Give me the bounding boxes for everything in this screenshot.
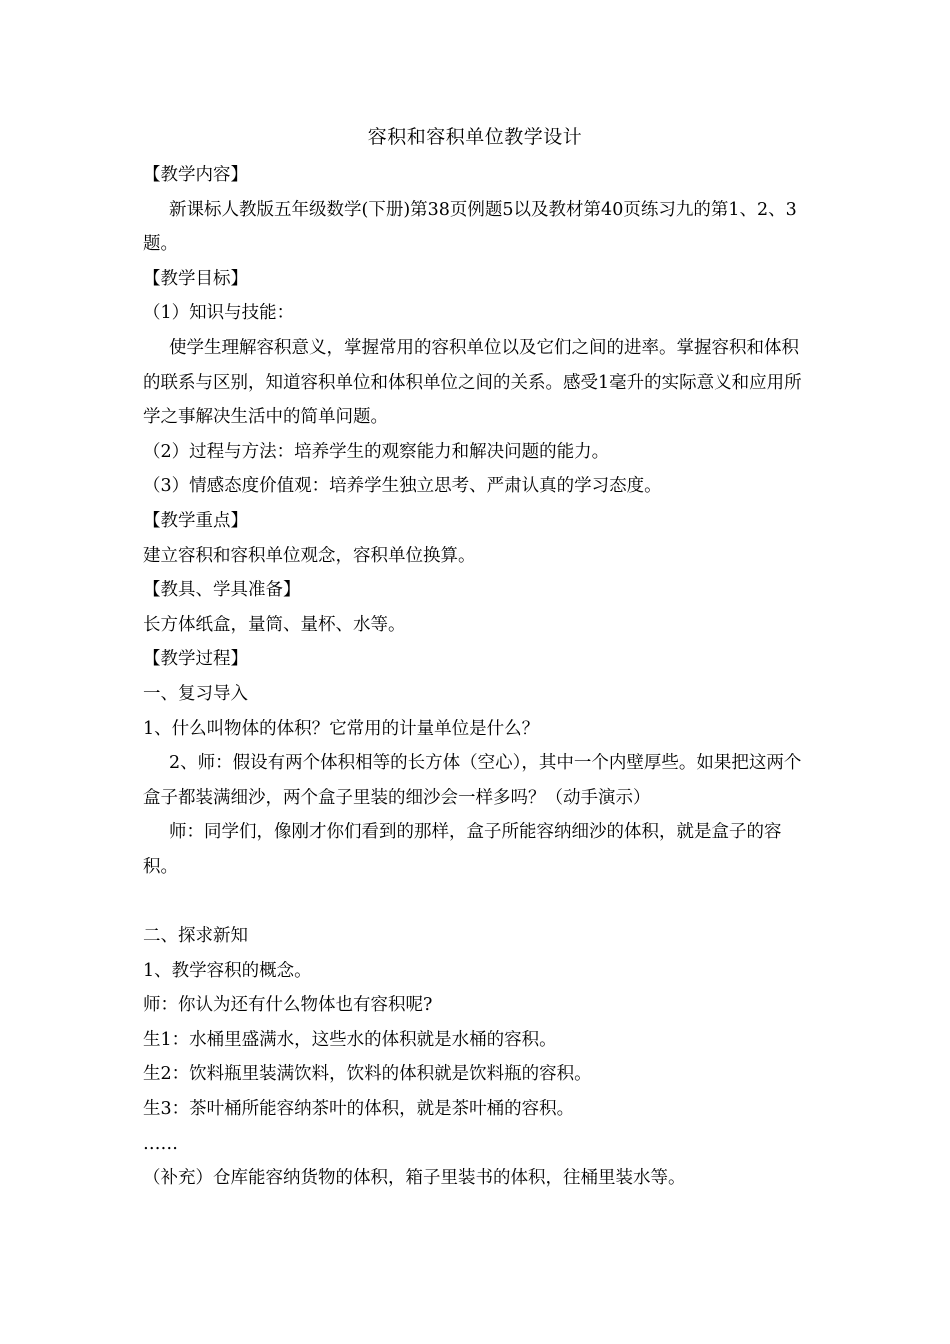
student-2: 生2：饮料瓶里装满饮料，饮料的体积就是饮料瓶的容积。 bbox=[143, 1064, 592, 1085]
review-teacher: 师：同学们，像刚才你们看到的那样，盒子所能容纳细沙的体积，就是盒子的容积。 bbox=[143, 822, 782, 877]
section-heading-tools: 【教具、学具准备】 bbox=[143, 580, 301, 601]
goal-2: （2）过程与方法：培养学生的观察能力和解决问题的能力。 bbox=[143, 441, 610, 462]
document-title: 容积和容积单位教学设计 bbox=[367, 126, 583, 148]
explore-item-1: 1、教学容积的概念。 bbox=[143, 960, 312, 981]
tools-text: 长方体纸盒，量筒、量杯、水等。 bbox=[143, 614, 406, 635]
explore-heading: 二、探求新知 bbox=[143, 926, 248, 947]
goal-1-label: （1）知识与技能： bbox=[143, 303, 295, 324]
student-1: 生1：水桶里盛满水，这些水的体积就是水桶的容积。 bbox=[143, 1029, 557, 1050]
supplement: （补充）仓库能容纳货物的体积，箱子里装书的体积，往桶里装水等。 bbox=[143, 1168, 686, 1189]
review-question-1: 1、什么叫物体的体积？它常用的计量单位是什么？ bbox=[143, 718, 540, 739]
section-heading-goals: 【教学目标】 bbox=[143, 268, 248, 289]
goal-1-text: 使学生理解容积意义，掌握常用的容积单位以及它们之间的进率。掌握容积和体积的联系与区别，知道容积单位和体积单位之间的关系。感受1毫升的实际意义和应用所学之事解决生活中的简单问题。 bbox=[143, 337, 802, 428]
blank-line bbox=[143, 884, 811, 919]
paragraph-content: 新课标人教版五年级数学(下册)第38页例题5以及教材第40页练习九的第1、2、3题。 bbox=[143, 199, 797, 255]
section-heading-process: 【教学过程】 bbox=[143, 649, 248, 670]
document-body bbox=[143, 158, 811, 1196]
student-3: 生3：茶叶桶所能容纳茶叶的体积，就是茶叶桶的容积。 bbox=[143, 1099, 575, 1120]
section-heading-content: 【教学内容】 bbox=[143, 165, 248, 185]
goal-3: （3）情感态度价值观：培养学生独立思考、严肃认真的学习态度。 bbox=[143, 476, 662, 497]
review-question-2: 2、师：假设有两个体积相等的长方体（空心），其中一个内壁厚些。如果把这两个盒子都装满细沙，两个盒子里装的细沙会一样多吗？（动手演示） bbox=[143, 753, 802, 808]
explore-teacher: 师：你认为还有什么物体也有容积呢? bbox=[143, 995, 433, 1016]
section-heading-keypoint: 【教学重点】 bbox=[143, 510, 248, 531]
keypoint-text: 建立容积和容积单位观念，容积单位换算。 bbox=[143, 545, 476, 566]
review-heading: 一、复习导入 bbox=[143, 683, 248, 704]
ellipsis: …… bbox=[143, 1133, 178, 1154]
